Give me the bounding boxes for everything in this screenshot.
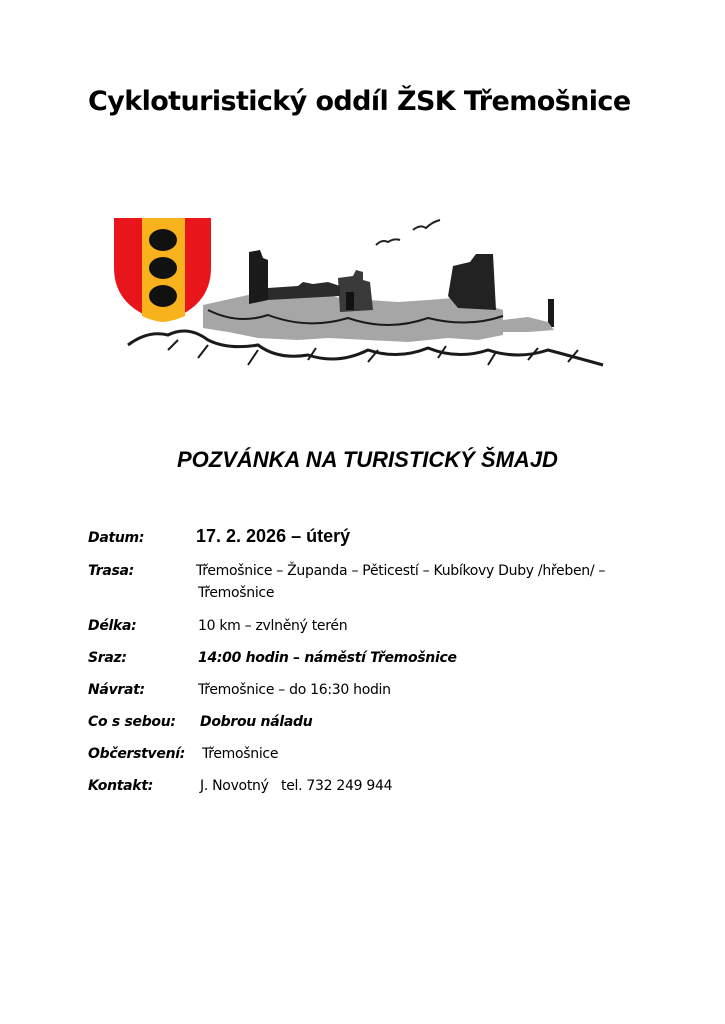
meeting-value: 14:00 hodin – náměstí Třemošnice bbox=[198, 650, 457, 666]
route-value: Třemošnice – Županda – Pěticestí – Kubíkovy Duby /hřeben/ – bbox=[196, 563, 606, 579]
detail-label: Co s sebou: bbox=[88, 714, 176, 730]
detail-label: Sraz: bbox=[88, 650, 127, 666]
length-value: 10 km – zvlněný terén bbox=[198, 618, 348, 634]
route-value-line2: Třemošnice bbox=[198, 585, 275, 601]
refreshment-value: Třemošnice bbox=[202, 746, 279, 762]
bird-icon bbox=[413, 220, 440, 230]
detail-label: Kontakt: bbox=[88, 778, 154, 794]
bring-value: Dobrou náladu bbox=[200, 714, 313, 730]
detail-label: Návrat: bbox=[88, 682, 145, 698]
date-value: 17. 2. 2026 – úterý bbox=[196, 526, 351, 546]
invitation-heading: POZVÁNKA NA TURISTICKÝ ŠMAJD bbox=[177, 447, 558, 472]
detail-label: Datum: bbox=[88, 530, 145, 546]
castle-ruins-illustration bbox=[108, 200, 608, 375]
contact-value: J. Novotný tel. 732 249 944 bbox=[200, 778, 393, 794]
detail-label: Trasa: bbox=[88, 563, 134, 579]
return-value: Třemošnice – do 16:30 hodin bbox=[198, 682, 391, 698]
coat-of-arms-icon bbox=[114, 218, 211, 322]
bird-icon bbox=[376, 239, 400, 245]
detail-label: Délka: bbox=[88, 618, 137, 634]
page-title: Cykloturistický oddíl ŽSK Třemošnice bbox=[88, 86, 631, 117]
detail-label: Občerstvení: bbox=[88, 746, 186, 762]
